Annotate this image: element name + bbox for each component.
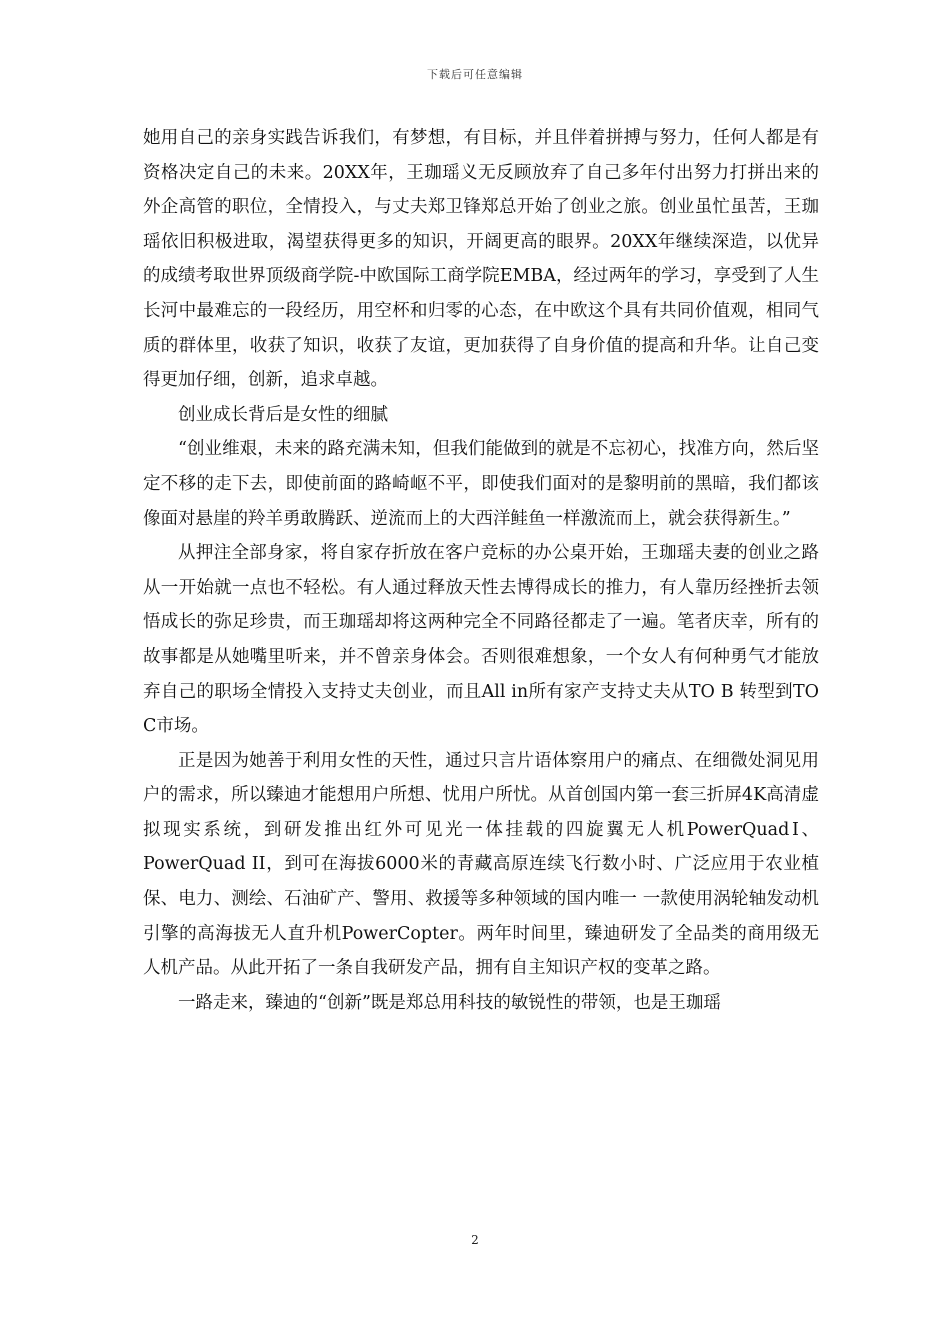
paragraph-entrepreneurship: 从押注全部身家，将自家存折放在客户竞标的办公桌开始，王珈瑶夫妻的创业之路从一开始就一点也不轻松。有人通过释放天性去博得成长的推力，有人靠历经挫折去领悟成长的弥足珍贵，而王珈瑶却将这两种完全不同路径都走了一遍。笔者庆幸，所有的故事都是从她嘴里听来，并不曾亲身体会。否则很难想象，一个女人有何种勇气才能放弃自己的职场全情投入支持丈夫创业，而且All in所有家产支持丈夫从TO B 转型到TO C市场。 xyxy=(143,543,819,737)
paragraph-innovation: 一路走来，臻迪的“创新”既是郑总用科技的敏锐性的带领，也是王珈瑶 xyxy=(178,992,721,1013)
paragraph-products: 正是因为她善于利用女性的天性，通过只言片语体察用户的痛点、在细微处洞见用户的需求，所以臻迪才能想用户所想、忧用户所忧。从首创国内第一套三折屏4K高清虚拟现实系统，到研发推出红外可见光一体挂载的四旋翼无人机PowerQuadⅠ、PowerQuad II，到可在海拔6000米的青藏高原连续飞行数小时、广泛应用于农业植保、电力、测绘、石油矿产、警用、救援等多种领域的国内唯一 一款使用涡轮轴发动机引擎的高海拔无人直升机PowerCopter。两年时间里，臻迪研发了全品类的商用级无人机产品。从此开拓了一条自我研发产品，拥有自主知识产权的变革之路。 xyxy=(143,750,819,979)
page-number: 2 xyxy=(471,1233,479,1247)
paragraph-quote: “创业维艰，未来的路充满未知，但我们能做到的就是不忘初心，找准方向，然后坚定不移的走下去，即使前面的路崎岖不平，即使我们面对的是黎明前的黑暗，我们都该像面对悬崖的羚羊勇敢腾跃、逆流而上的大西洋鲑鱼一样激流而上，就会获得新生。” xyxy=(143,439,819,529)
section-heading: 创业成长背后是女性的细腻 xyxy=(178,404,388,425)
paragraph-intro: 她用自己的亲身实践告诉我们，有梦想，有目标，并且伴着拼搏与努力，任何人都是有资格决定自己的未来。20XX年，王珈瑶义无反顾放弃了自己多年付出努力打拼出来的外企高管的职位，全情投入，与丈夫郑卫锋郑总开始了创业之旅。创业虽忙虽苦，王珈瑶依旧积极进取，渴望获得更多的知识，开阔更高的眼界。20XX年继续深造，以优异的成绩考取世界顶级商学院-中欧国际工商学院EMBA，经过两年的学习，享受到了人生长河中最难忘的一段经历，用空杯和归零的心态，在中欧这个具有共同价值观，相同气质的群体里，收获了知识，收获了友谊，更加获得了自身价值的提高和升华。让自己变得更加仔细，创新，追求卓越。 xyxy=(143,128,819,391)
document-body xyxy=(143,121,819,1020)
page-header: 下载后可任意编辑 xyxy=(427,68,523,81)
